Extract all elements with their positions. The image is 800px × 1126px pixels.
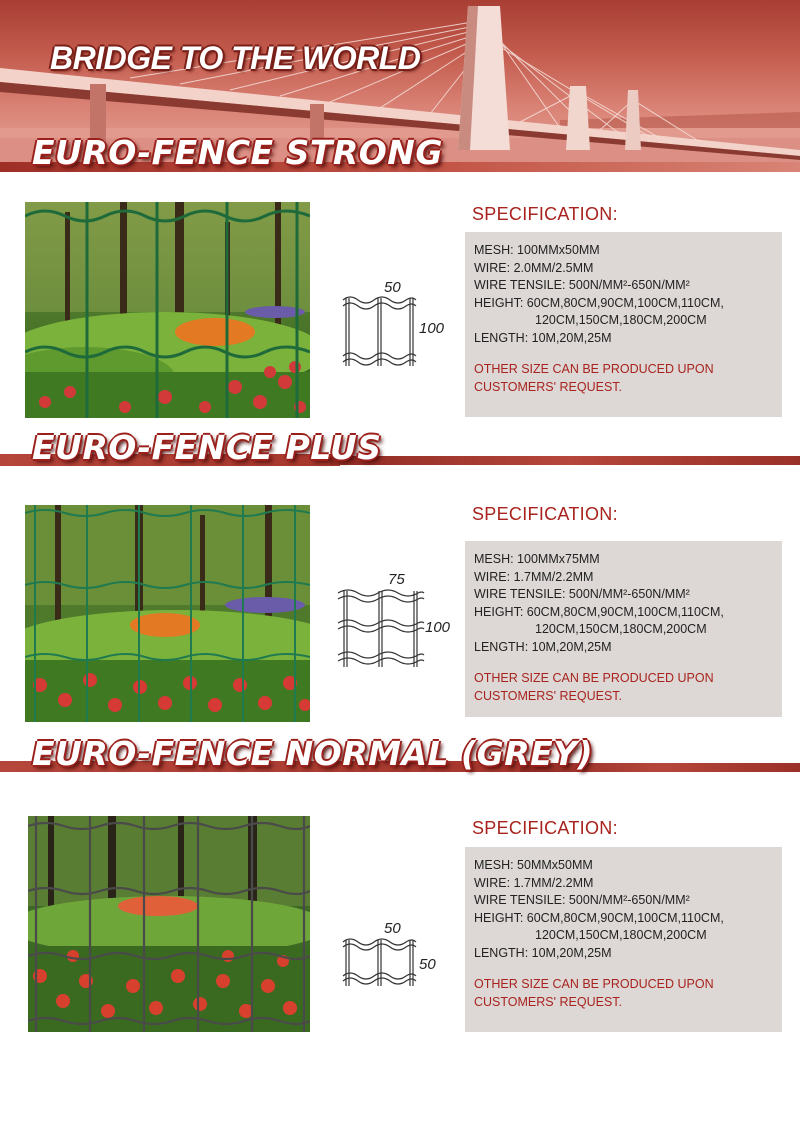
spec-note: OTHER SIZE CAN BE PRODUCED UPON CUSTOMERS' REQUEST. bbox=[474, 671, 714, 703]
mesh-height-label: 100 bbox=[419, 320, 445, 337]
title-underline bbox=[330, 456, 800, 465]
spec-height-cont: 120CM,150CM,180CM,200CM bbox=[535, 313, 707, 327]
mesh-height-label: 50 bbox=[419, 956, 436, 973]
spec-box-normal-grey bbox=[465, 847, 782, 1032]
spec-wire: WIRE: 1.7MM/2.2MM bbox=[474, 875, 594, 890]
spec-height: HEIGHT: 60CM,80CM,90CM,100CM,110CM, bbox=[474, 295, 724, 310]
spec-length: LENGTH: 10M,20M,25M bbox=[474, 639, 612, 654]
spec-tensile: WIRE TENSILE: 500N/MM²-650N/MM² bbox=[474, 893, 690, 907]
product-photo-plus bbox=[25, 505, 310, 722]
banner-tagline: BRIDGE TO THE WORLD bbox=[50, 40, 421, 76]
section-title-plus: EURO-FENCE PLUS bbox=[32, 428, 382, 467]
product-photo-strong bbox=[25, 202, 310, 418]
product-photo-normal-grey bbox=[28, 816, 310, 1032]
spec-length: LENGTH: 10M,20M,25M bbox=[474, 945, 612, 960]
spec-height: HEIGHT: 60CM,80CM,90CM,100CM,110CM, bbox=[474, 910, 724, 925]
spec-heading: SPECIFICATION: bbox=[472, 818, 618, 838]
spec-note: OTHER SIZE CAN BE PRODUCED UPON CUSTOMERS' REQUEST. bbox=[474, 362, 714, 394]
mesh-width-label: 75 bbox=[388, 571, 405, 588]
spec-box-plus bbox=[465, 541, 782, 717]
spec-mesh: MESH: 50MMx50MM bbox=[474, 858, 593, 872]
mesh-diagram-plus bbox=[334, 585, 426, 676]
spec-wire: WIRE: 1.7MM/2.2MM bbox=[474, 569, 594, 584]
mesh-width-label: 50 bbox=[384, 279, 401, 296]
spec-height-cont: 120CM,150CM,180CM,200CM bbox=[535, 622, 707, 636]
spec-height-cont: 120CM,150CM,180CM,200CM bbox=[535, 928, 707, 942]
section-title-normal-grey: EURO-FENCE NORMAL (GREY) bbox=[32, 734, 594, 773]
mesh-diagram-strong bbox=[338, 290, 418, 375]
spec-tensile: WIRE TENSILE: 500N/MM²-650N/MM² bbox=[474, 278, 690, 292]
spec-mesh: MESH: 100MMx75MM bbox=[474, 552, 600, 566]
spec-height: HEIGHT: 60CM,80CM,90CM,100CM,110CM, bbox=[474, 604, 724, 619]
spec-box-strong bbox=[465, 232, 782, 417]
spec-tensile: WIRE TENSILE: 500N/MM²-650N/MM² bbox=[474, 587, 690, 601]
spec-length: LENGTH: 10M,20M,25M bbox=[474, 330, 612, 345]
spec-note: OTHER SIZE CAN BE PRODUCED UPON CUSTOMERS' REQUEST. bbox=[474, 977, 714, 1009]
spec-heading: SPECIFICATION: bbox=[472, 504, 618, 524]
section-title-strong: EURO-FENCE STRONG bbox=[32, 133, 444, 172]
spec-mesh: MESH: 100MMx50MM bbox=[474, 243, 600, 257]
spec-heading: SPECIFICATION: bbox=[472, 204, 618, 224]
spec-wire: WIRE: 2.0MM/2.5MM bbox=[474, 260, 594, 275]
mesh-diagram-normal-grey bbox=[338, 934, 418, 995]
mesh-width-label: 50 bbox=[384, 920, 401, 937]
mesh-height-label: 100 bbox=[425, 619, 451, 636]
